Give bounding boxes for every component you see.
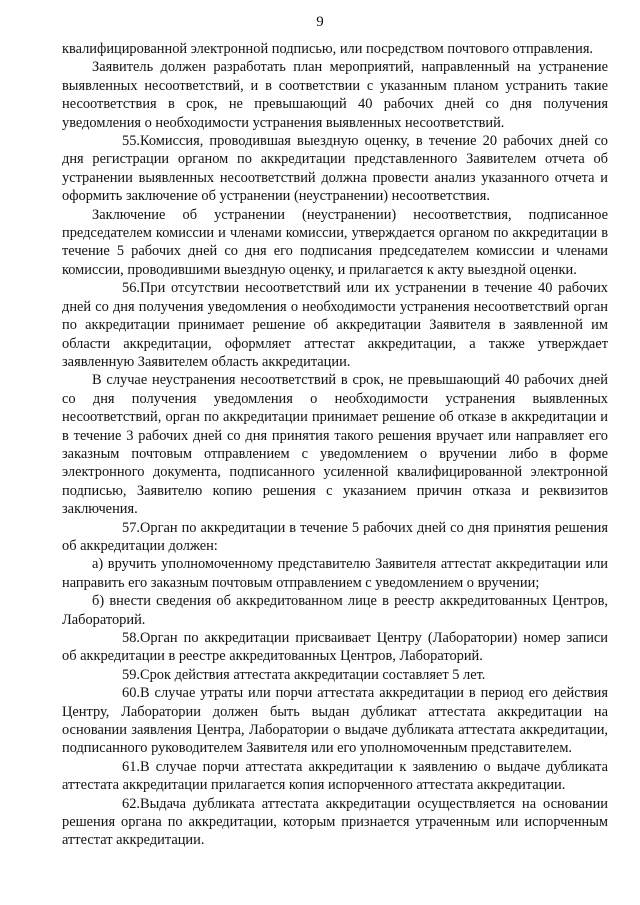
paragraph-text: Комиссия, проводившая выездную оценку, в течение 20 рабочих дней со дня регистрации органом по аккредитации представленного Заявителем отчета об устранении выявленных несоответствий должна провести анализ указанного отчета и оформить заключение об устранении (неустранении) несоответствия. (62, 133, 608, 205)
numbered-paragraph (62, 279, 608, 371)
paragraph-text: Срок действия аттестата аккредитации составляет 5 лет. (140, 666, 486, 683)
paragraph-text: а) вручить уполномоченному представителю Заявителя аттестат аккредитации или направить его заказным почтовым отправлением с уведомлением о вручении; (62, 556, 608, 591)
paragraph-text: Выдача дубликата аттестата аккредитации осуществляется на основании решения органа по аккредитации, которым признается утраченным или испорченным аттестат аккредитации. (62, 795, 608, 849)
paragraph (62, 206, 608, 280)
paragraph-text: Орган по аккредитации присваивает Центру (Лаборатории) номер записи об аккредитации в реестре аккредитованных Центров, Лабораторий. (62, 630, 608, 665)
paragraph-number: 61. (122, 758, 140, 775)
paragraph-number: 57. (122, 519, 140, 536)
paragraph-text: В случае порчи аттестата аккредитации к заявлению о выдаче дубликата аттестата аккредитации прилагается копия испорченного аттестата аккредитации. (62, 758, 608, 794)
paragraph-text: В случае неустранения несоответствий в срок, не превышающий 40 рабочих дней со дня получения уведомления о необходимости устранения выявленных несоответствий, орган по аккредитации принимает решение об отказе в аккредитации и в течение 3 рабочих дней со дня принятия такого решения вручает или направляет его заказным почтовым отправлением с уведомлением о вручении либо в форме электронного документа, подписанного усиленной квалифицированной электронной подписью, Заявителю копию решения с указанием причин отказа и реквизитов заключения. (62, 372, 608, 518)
paragraph-number: 59. (122, 666, 140, 683)
paragraph-number: 60. (122, 685, 140, 702)
paragraph-text: б) внести сведения об аккредитованном лице в реестр аккредитованных Центров, Лабораторий. (62, 593, 608, 628)
paragraph-number: 55. (122, 133, 140, 150)
paragraph-text: В случае утраты или порчи аттестата аккредитации в период его действия Центру, Лаборатории должен быть выдан дубликат аттестата аккредитации на основании заявления Центра, Лаборатории о выдаче дубликата аттестата аккредитации, подписанного руководителем Заявителя или его уполномоченным представителем. (62, 685, 608, 757)
paragraph (62, 40, 608, 58)
paragraph (62, 58, 608, 132)
numbered-paragraph (62, 758, 608, 795)
paragraph-number: 56. (122, 280, 140, 297)
numbered-paragraph (62, 629, 608, 666)
paragraph-text: квалифицированной электронной подписью, или посредством почтового отправления. (62, 41, 594, 57)
paragraph-text: При отсутствии несоответствий или их устранении в течение 40 рабочих дней со дня получения уведомления о необходимости устранения несоответствий орган по аккредитации принимает решение об аккредитации Заявителя в заявленной им области аккредитации, оформляет аттестат аккредитации, а также утверждает заявленную Заявителем область аккредитации. (62, 280, 608, 370)
paragraph (62, 555, 608, 592)
numbered-paragraph (62, 795, 608, 850)
paragraph (62, 592, 608, 629)
numbered-paragraph (62, 132, 608, 206)
document-body (62, 40, 608, 850)
numbered-paragraph (62, 666, 608, 684)
paragraph-text: Заключение об устранении (неустранении) несоответствия, подписанное председателем комиссии и членами комиссии, утверждается органом по аккредитации в течение 5 рабочих дней со дня его подписания председателем комиссии и членами комиссии, проводившими выездную оценку, и прилагается к акту выездной оценки. (62, 206, 608, 278)
paragraph (62, 371, 608, 518)
numbered-paragraph (62, 684, 608, 758)
paragraph-number: 62. (122, 795, 140, 812)
paragraph-text: Орган по аккредитации в течение 5 рабочих дней со дня принятия решения об аккредитации должен: (62, 519, 608, 554)
paragraph-number: 58. (122, 630, 140, 646)
numbered-paragraph (62, 519, 608, 556)
page-number: 9 (316, 14, 324, 30)
paragraph-text: Заявитель должен разработать план мероприятий, направленный на устранение выявленных несоответствий, и в соответствии с указанным планом устранить такие несоответствия в срок, не превышающий 40 рабочих дней со дня получения уведомления о необходимости устранения выявленных несоответствий. (62, 59, 608, 131)
